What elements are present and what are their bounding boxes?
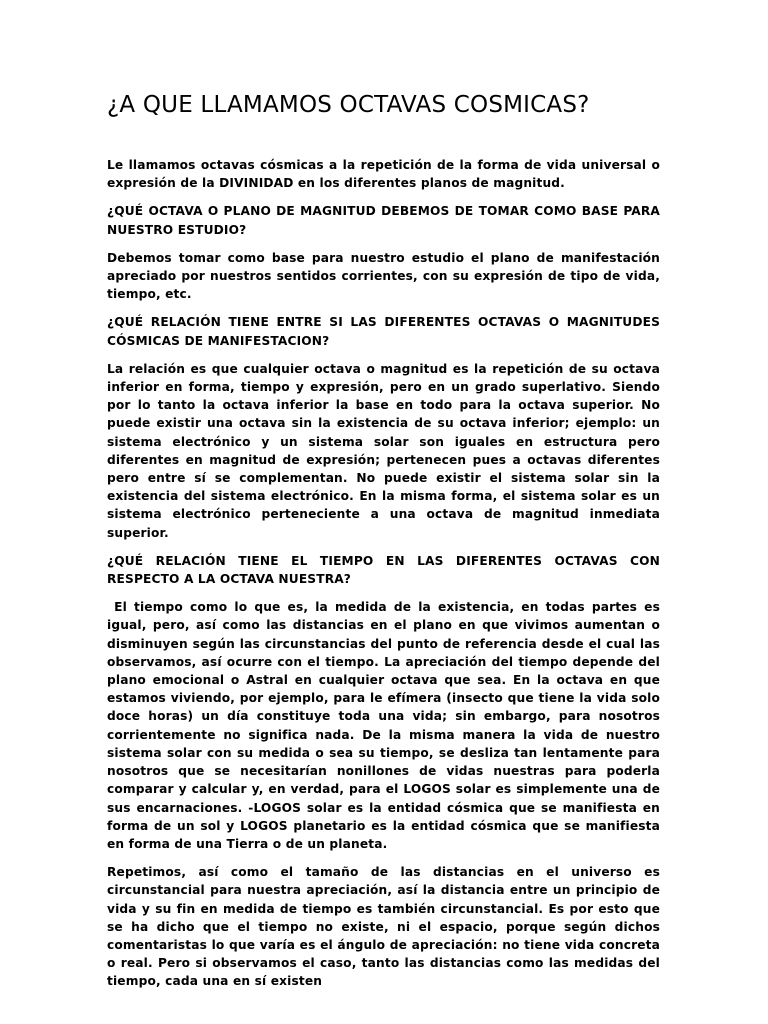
question-octave-relation: ¿QUÉ RELACIÓN TIENE ENTRE SI LAS DIFERENTES OCTAVAS O MAGNITUDES CÓSMICAS DE MANIFESTACION? [107,315,660,348]
paragraph-repetition: Repetimos, así como el tamaño de las distancias en el universo es circunstancial para nuestra apreciación, así la distancia entre un principio de vida y su fin en medida de tiempo es también circunstancial. Es por esto que se ha dicho que el tiempo no existe, ni el espacio, porque según dichos comentaristas lo que varía es el ángulo de apreciación: no tiene vida concreta o real. Pero si observamos el caso, tanto las distancias como las medidas del tiempo, cada una en sí existen [107,865,660,989]
question-time-relation: ¿QUÉ RELACIÓN TIENE EL TIEMPO EN LAS DIFERENTES OCTAVAS CON RESPECTO A LA OCTAVA NUESTRA? [107,553,660,587]
paragraph-octave-relation: La relación es que cualquier octava o magnitud es la repetición de su octava inferior en forma, tiempo y expresión, pero en un grado superlativo. Siendo por lo tanto la octava inferior la base en todo para la octava superior. No puede existir una octava sin la existencia de su octava inferior; ejemplo: un sistema electrónico y un sistema solar son iguales en estructura pero diferentes en magnitud de expresión; pertenecen pues a octavas diferentes pero entre sí se complementan. No puede existir el sistema solar sin la existencia del sistema electrónico. En la misma forma, el sistema solar es un sistema electrónico perteneciente a una octava de magnitud inmediata superior. [107,361,660,540]
question-base-octave: ¿QUÉ OCTAVA O PLANO DE MAGNITUD DEBEMOS DE TOMAR COMO BASE PARA NUESTRO ESTUDIO? [107,204,660,237]
paragraph-definition: Le llamamos octavas cósmicas a la repetición de la forma de vida universal o expresión de la DIVINIDAD en los diferentes planos de magnitud. [107,158,660,191]
paragraph-time-relation: El tiempo como lo que es, la medida de la existencia, en todas partes es igual, pero, así como las distancias en el plano en que vivimos aumentan o disminuyen según las circunstancias del punto de referencia desde el cual las observamos, así ocurre con el tiempo. La apreciación del tiempo depende del plano emocional o Astral en cualquier octava que sea. En la octava en que estamos viviendo, por ejemplo, para le efímera (insecto que tiene la vida solo doce horas) un día constituye toda una vida; sin embargo, para nosotros corrientemente no significa nada. De la misma manera la vida de nuestro sistema solar con su medida o sea su tiempo, se desliza tan lentamente para nosotros que se necesitarían nonillones de vidas nuestras para poderla comparar y calcular y, en verdad, para el LOGOS solar es simplemente una de sus encarnaciones. -LOGOS solar es la entidad cósmica que se manifiesta en forma de un sol y LOGOS planetario es la entidad cósmica que se manifiesta en forma de una Tierra o de un planeta. [107,600,665,851]
document-title: ¿A QUE LLAMAMOS OCTAVAS COSMICAS? [107,92,590,118]
paragraph-base-octave: Debemos tomar como base para nuestro estudio el plano de manifestación apreciado por nuestros sentidos corrientes, con su expresión de tipo de vida, tiempo, etc. [107,250,660,302]
